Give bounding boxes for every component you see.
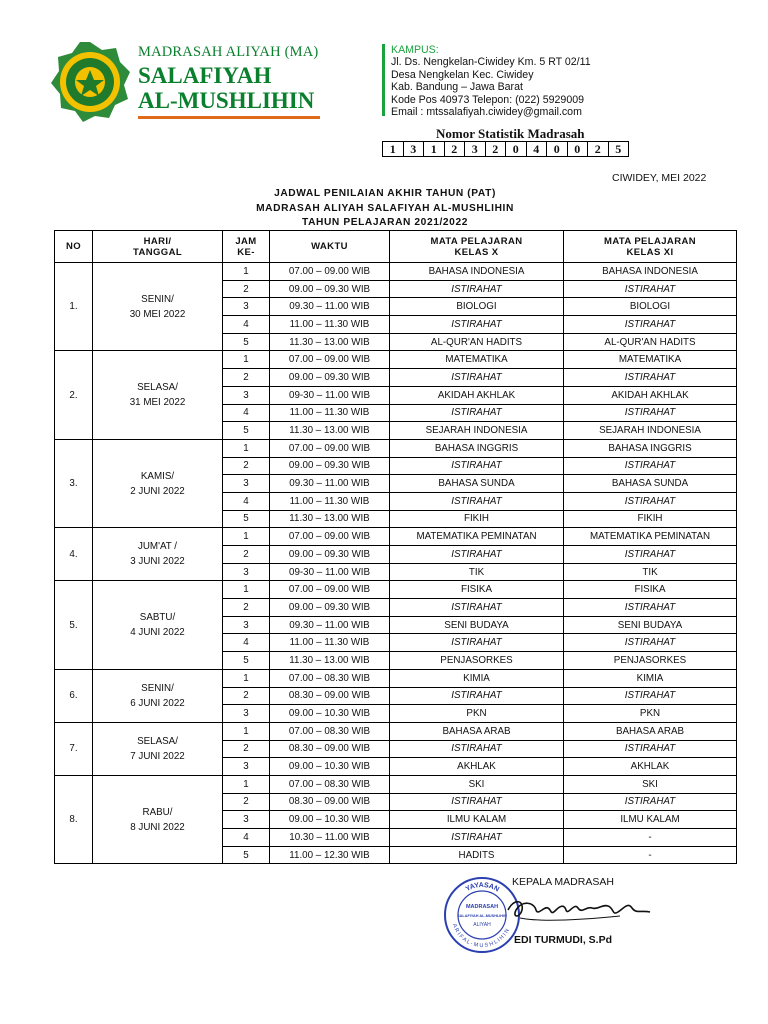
subject-class-x: FIKIH xyxy=(390,510,564,528)
header-session xyxy=(223,231,270,263)
nsm-digit: 2 xyxy=(445,142,466,156)
session-number: 5 xyxy=(223,422,270,440)
header-date: TANGGAL xyxy=(132,246,183,258)
subject-class-x: PENJASORKES xyxy=(390,652,564,670)
time-cell: 07.00 – 09.00 WIB xyxy=(270,351,390,369)
exam-date: 7 JUNI 2022 xyxy=(130,750,185,762)
nsm-digit: 0 xyxy=(506,142,527,156)
time-cell: 10.30 – 11.00 WIB xyxy=(270,829,390,847)
exam-date: 30 MEI 2022 xyxy=(129,308,186,320)
signature-title: KEPALA MADRASAH xyxy=(512,876,614,888)
day-name: RABU/ xyxy=(142,806,173,818)
session-number: 3 xyxy=(223,758,270,776)
header-subject: MATA PELAJARAN xyxy=(430,235,523,247)
time-cell: 09.00 – 09.30 WIB xyxy=(270,280,390,298)
header-ke: KE- xyxy=(237,246,255,258)
session-number: 3 xyxy=(223,563,270,581)
header-subject: MATA PELAJARAN xyxy=(604,235,696,247)
campus-line: Kab. Bandung – Jawa Barat xyxy=(391,81,523,94)
time-cell: 07.00 – 09.00 WIB xyxy=(270,528,390,546)
time-cell: 08.30 – 09.00 WIB xyxy=(270,687,390,705)
nsm-number-box xyxy=(382,141,629,157)
campus-line: Jl. Ds. Nengkelan-Ciwidey Km. 5 RT 02/11 xyxy=(391,56,591,69)
row-number: 3. xyxy=(55,439,93,527)
day-date-cell xyxy=(93,528,223,581)
subject-class-xi: ILMU KALAM xyxy=(564,811,737,829)
subject-class-xi: SKI xyxy=(564,775,737,793)
campus-label: KAMPUS: xyxy=(391,44,439,56)
nsm-digit: 1 xyxy=(424,142,445,156)
session-number: 1 xyxy=(223,351,270,369)
session-number: 1 xyxy=(223,722,270,740)
exam-date: 3 JUNI 2022 xyxy=(130,556,185,568)
time-cell: 11.00 – 11.30 WIB xyxy=(270,634,390,652)
nsm-digit: 5 xyxy=(615,142,622,156)
row-number: 2. xyxy=(55,351,93,439)
subject-class-xi: ISTIRAHAT xyxy=(564,492,737,510)
table-row xyxy=(55,528,737,546)
nsm-digit: 2 xyxy=(486,142,507,156)
day-date-cell xyxy=(93,669,223,722)
header-day-date xyxy=(93,231,223,263)
row-number: 1. xyxy=(55,263,93,351)
table-row xyxy=(55,263,737,281)
campus-line: Kode Pos 40973 Telepon: (022) 5929009 xyxy=(391,93,585,106)
stamp-text-top: YAYASAN xyxy=(464,881,501,894)
day-date-cell xyxy=(93,722,223,775)
time-cell: 11.00 – 12.30 WIB xyxy=(270,846,390,864)
school-name-line1: SALAFIYAH xyxy=(138,63,272,88)
day-date-cell xyxy=(93,775,223,863)
subject-class-xi: SENI BUDAYA xyxy=(564,616,737,634)
subject-class-xi: TIK xyxy=(564,563,737,581)
subject-class-xi: MATEMATIKA xyxy=(564,351,737,369)
subject-class-x: AKHLAK xyxy=(390,758,564,776)
subject-class-xi: SEJARAH INDONESIA xyxy=(564,422,737,440)
time-cell: 11.30 – 13.00 WIB xyxy=(270,333,390,351)
subject-class-xi: - xyxy=(564,846,737,864)
table-header-row xyxy=(55,231,737,263)
stamp-text-inner: SALAFIYAH AL-MUSHLIHIN xyxy=(457,914,507,918)
session-number: 5 xyxy=(223,510,270,528)
time-cell: 11.30 – 13.00 WIB xyxy=(270,422,390,440)
header-class-x xyxy=(390,231,564,263)
exam-date: 2 JUNI 2022 xyxy=(130,485,185,497)
nsm-digit: 3 xyxy=(404,142,425,156)
time-cell: 09.00 – 09.30 WIB xyxy=(270,457,390,475)
subject-class-x: HADITS xyxy=(390,846,564,864)
exam-date: 6 JUNI 2022 xyxy=(130,697,185,709)
subject-class-xi: ISTIRAHAT xyxy=(564,740,737,758)
subject-class-x: ISTIRAHAT xyxy=(390,457,564,475)
subject-class-x: BAHASA SUNDA xyxy=(390,475,564,493)
subject-class-xi: BAHASA ARAB xyxy=(564,722,737,740)
subject-class-xi: BAHASA SUNDA xyxy=(564,475,737,493)
subject-class-xi: ISTIRAHAT xyxy=(564,369,737,387)
row-number: 7. xyxy=(55,722,93,775)
nsm-digit: 0 xyxy=(568,142,589,156)
subject-class-x: KIMIA xyxy=(390,669,564,687)
time-cell: 07.00 – 08.30 WIB xyxy=(270,669,390,687)
subject-class-x: BAHASA ARAB xyxy=(390,722,564,740)
session-number: 1 xyxy=(223,775,270,793)
subject-class-x: MATEMATIKA xyxy=(390,351,564,369)
subject-class-xi: BIOLOGI xyxy=(564,298,737,316)
session-number: 3 xyxy=(223,298,270,316)
header-time: WAKTU xyxy=(270,231,390,263)
subject-class-xi: AKIDAH AKHLAK xyxy=(564,386,737,404)
subject-class-xi: ISTIRAHAT xyxy=(564,687,737,705)
session-number: 3 xyxy=(223,475,270,493)
subject-class-x: BIOLOGI xyxy=(390,298,564,316)
time-cell: 09.30 – 11.00 WIB xyxy=(270,616,390,634)
time-cell: 11.00 – 11.30 WIB xyxy=(270,316,390,334)
table-row xyxy=(55,775,737,793)
time-cell: 07.00 – 09.00 WIB xyxy=(270,439,390,457)
subject-class-x: PKN xyxy=(390,705,564,723)
day-name: SENIN/ xyxy=(141,682,174,694)
exam-date: 8 JUNI 2022 xyxy=(130,821,185,833)
day-name: JUM'AT / xyxy=(137,541,178,553)
session-number: 5 xyxy=(223,652,270,670)
campus-address xyxy=(382,44,591,119)
subject-class-xi: ISTIRAHAT xyxy=(564,457,737,475)
session-number: 2 xyxy=(223,546,270,564)
time-cell: 09-30 – 11.00 WIB xyxy=(270,563,390,581)
subject-class-x: AKIDAH AKHLAK xyxy=(390,386,564,404)
session-number: 2 xyxy=(223,369,270,387)
title-line: TAHUN PELAJARAN 2021/2022 xyxy=(302,217,468,228)
nsm-digit: 0 xyxy=(547,142,568,156)
session-number: 3 xyxy=(223,811,270,829)
subject-class-x: ISTIRAHAT xyxy=(390,740,564,758)
day-name: SENIN/ xyxy=(141,293,174,305)
session-number: 5 xyxy=(223,846,270,864)
table-row xyxy=(55,581,737,599)
subject-class-xi: BAHASA INDONESIA xyxy=(564,263,737,281)
day-date-cell xyxy=(93,351,223,439)
stamp-text-bottom: A R I F A L - M U S H L I H I N xyxy=(450,923,511,950)
session-number: 1 xyxy=(223,669,270,687)
session-number: 3 xyxy=(223,616,270,634)
time-cell: 09.00 – 09.30 WIB xyxy=(270,369,390,387)
subject-class-xi: ISTIRAHAT xyxy=(564,793,737,811)
subject-class-x: ISTIRAHAT xyxy=(390,280,564,298)
row-number: 5. xyxy=(55,581,93,669)
subject-class-xi: ISTIRAHAT xyxy=(564,316,737,334)
subject-class-xi: PENJASORKES xyxy=(564,652,737,670)
day-date-cell xyxy=(93,263,223,351)
session-number: 2 xyxy=(223,599,270,617)
subject-class-x: ISTIRAHAT xyxy=(390,369,564,387)
header-jam: JAM xyxy=(235,235,257,247)
subject-class-x: SEJARAH INDONESIA xyxy=(390,422,564,440)
subject-class-x: ISTIRAHAT xyxy=(390,599,564,617)
subject-class-xi: FIKIH xyxy=(564,510,737,528)
session-number: 1 xyxy=(223,439,270,457)
time-cell: 09.00 – 10.30 WIB xyxy=(270,705,390,723)
subject-class-x: AL-QUR'AN HADITS xyxy=(390,333,564,351)
nsm-digit: 3 xyxy=(465,142,486,156)
title-line: MADRASAH ALIYAH SALAFIYAH AL-MUSHLIHIN xyxy=(256,202,514,214)
subject-class-xi: ISTIRAHAT xyxy=(564,599,737,617)
time-cell: 07.00 – 08.30 WIB xyxy=(270,722,390,740)
school-name-line2: AL-MUSHLIHIN xyxy=(138,88,315,113)
day-name: KAMIS/ xyxy=(140,470,175,482)
day-name: SELASA/ xyxy=(137,735,178,747)
day-date-cell xyxy=(93,439,223,527)
subject-class-x: ISTIRAHAT xyxy=(390,634,564,652)
subject-class-xi: FISIKA xyxy=(564,581,737,599)
time-cell: 09.30 – 11.00 WIB xyxy=(270,298,390,316)
subject-class-xi: MATEMATIKA PEMINATAN xyxy=(564,528,737,546)
subject-class-x: BAHASA INGGRIS xyxy=(390,439,564,457)
subject-class-x: BAHASA INDONESIA xyxy=(390,263,564,281)
row-number: 8. xyxy=(55,775,93,863)
exam-date: 31 MEI 2022 xyxy=(129,397,186,409)
session-number: 3 xyxy=(223,386,270,404)
session-number: 2 xyxy=(223,457,270,475)
subject-class-x: SENI BUDAYA xyxy=(390,616,564,634)
header-class: KELAS XI xyxy=(626,246,674,258)
time-cell: 09.00 – 09.30 WIB xyxy=(270,546,390,564)
time-cell: 09.00 – 09.30 WIB xyxy=(270,599,390,617)
nsm-digit: 2 xyxy=(588,142,609,156)
school-emblem-icon xyxy=(48,40,132,124)
day-date-cell xyxy=(93,581,223,669)
session-number: 1 xyxy=(223,528,270,546)
session-number: 1 xyxy=(223,581,270,599)
day-name: SELASA/ xyxy=(137,382,178,394)
header-rule xyxy=(138,116,320,119)
time-cell: 09.00 – 10.30 WIB xyxy=(270,758,390,776)
subject-class-x: ISTIRAHAT xyxy=(390,829,564,847)
time-cell: 11.30 – 13.00 WIB xyxy=(270,510,390,528)
table-row xyxy=(55,669,737,687)
signature-mark xyxy=(500,888,660,928)
exam-date: 4 JUNI 2022 xyxy=(130,627,185,639)
time-cell: 11.30 – 13.00 WIB xyxy=(270,652,390,670)
header-day: HARI/ xyxy=(143,235,172,247)
session-number: 4 xyxy=(223,316,270,334)
subject-class-xi: ISTIRAHAT xyxy=(564,404,737,422)
place-date: CIWIDEY, MEI 2022 xyxy=(612,172,707,184)
day-name: SABTU/ xyxy=(139,612,176,624)
time-cell: 08.30 – 09.00 WIB xyxy=(270,793,390,811)
stamp-text-inner: ALIYAH xyxy=(473,922,491,928)
campus-email: Email : mtssalafiyah.ciwidey@gmail.com xyxy=(391,106,582,119)
table-row xyxy=(55,439,737,457)
subject-class-x: ISTIRAHAT xyxy=(390,546,564,564)
header-class-xi xyxy=(564,231,737,263)
subject-class-xi: PKN xyxy=(564,705,737,723)
header-no: NO xyxy=(55,231,93,263)
header-class: KELAS X xyxy=(454,246,499,258)
session-number: 2 xyxy=(223,793,270,811)
subject-class-xi: ISTIRAHAT xyxy=(564,546,737,564)
session-number: 2 xyxy=(223,687,270,705)
subject-class-xi: ISTIRAHAT xyxy=(564,634,737,652)
subject-class-x: SKI xyxy=(390,775,564,793)
subject-class-xi: BAHASA INGGRIS xyxy=(564,439,737,457)
table-row xyxy=(55,722,737,740)
subject-class-x: TIK xyxy=(390,563,564,581)
session-number: 4 xyxy=(223,404,270,422)
nsm-digit: 4 xyxy=(527,142,548,156)
subject-class-x: ISTIRAHAT xyxy=(390,793,564,811)
subject-class-x: ISTIRAHAT xyxy=(390,316,564,334)
row-number: 4. xyxy=(55,528,93,581)
time-cell: 11.00 – 11.30 WIB xyxy=(270,492,390,510)
row-number: 6. xyxy=(55,669,93,722)
session-number: 5 xyxy=(223,333,270,351)
table-row xyxy=(55,351,737,369)
campus-line: Desa Nengkelan Kec. Ciwidey xyxy=(391,68,534,81)
subject-class-xi: AKHLAK xyxy=(564,758,737,776)
schedule-table xyxy=(54,230,737,864)
time-cell: 08.30 – 09.00 WIB xyxy=(270,740,390,758)
subject-class-xi: - xyxy=(564,829,737,847)
subject-class-xi: KIMIA xyxy=(564,669,737,687)
time-cell: 09-30 – 11.00 WIB xyxy=(270,386,390,404)
session-number: 2 xyxy=(223,740,270,758)
nsm-label: Nomor Statistik Madrasah xyxy=(436,126,585,141)
time-cell: 09.00 – 10.30 WIB xyxy=(270,811,390,829)
subject-class-xi: AL-QUR'AN HADITS xyxy=(564,333,737,351)
subject-class-x: MATEMATIKA PEMINATAN xyxy=(390,528,564,546)
signature-name: EDI TURMUDI, S.Pd xyxy=(514,934,613,946)
subject-class-x: ISTIRAHAT xyxy=(390,687,564,705)
subject-class-x: ISTIRAHAT xyxy=(390,492,564,510)
time-cell: 09.30 – 11.00 WIB xyxy=(270,475,390,493)
session-number: 1 xyxy=(223,263,270,281)
document-title xyxy=(200,187,570,231)
session-number: 2 xyxy=(223,280,270,298)
nsm-digit: 1 xyxy=(383,142,404,156)
subject-class-xi: ISTIRAHAT xyxy=(564,280,737,298)
time-cell: 07.00 – 09.00 WIB xyxy=(270,263,390,281)
subject-class-x: ILMU KALAM xyxy=(390,811,564,829)
time-cell: 07.00 – 09.00 WIB xyxy=(270,581,390,599)
title-line: JADWAL PENILAIAN AKHIR TAHUN (PAT) xyxy=(274,188,496,199)
time-cell: 11.00 – 11.30 WIB xyxy=(270,404,390,422)
stamp-text-inner: MADRASAH xyxy=(465,904,499,910)
subject-class-x: FISIKA xyxy=(390,581,564,599)
school-type: MADRASAH ALIYAH (MA) xyxy=(138,44,319,60)
svg-text:YAYASAN xyxy=(465,882,500,893)
session-number: 4 xyxy=(223,492,270,510)
session-number: 3 xyxy=(223,705,270,723)
session-number: 4 xyxy=(223,829,270,847)
time-cell: 07.00 – 08.30 WIB xyxy=(270,775,390,793)
school-header xyxy=(138,44,323,119)
subject-class-x: ISTIRAHAT xyxy=(390,404,564,422)
session-number: 4 xyxy=(223,634,270,652)
